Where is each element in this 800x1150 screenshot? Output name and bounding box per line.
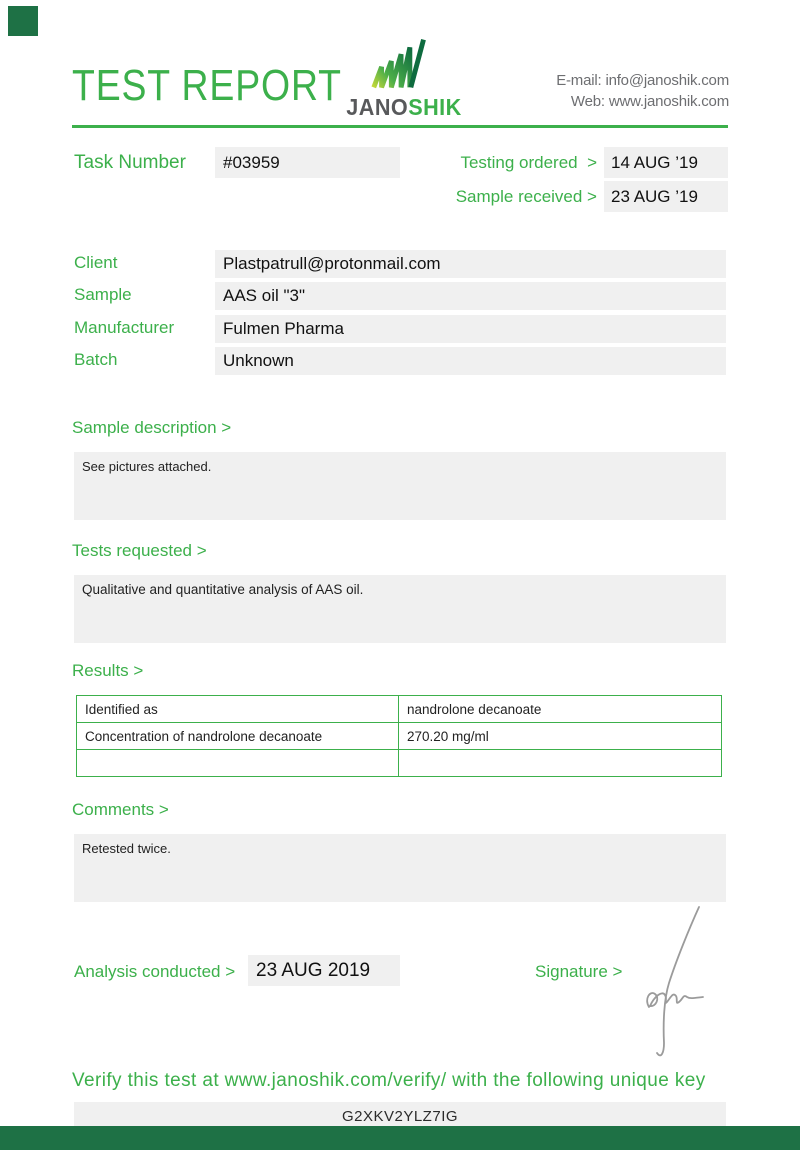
signature-scribble bbox=[633, 903, 723, 1063]
results-table bbox=[76, 695, 722, 777]
contact-web: Web: www.janoshik.com bbox=[570, 93, 729, 110]
tests-requested-body: Qualitative and quantitative analysis of AAS oil. bbox=[74, 575, 726, 643]
comments-body: Retested twice. bbox=[74, 834, 726, 902]
sample-description-body: See pictures attached. bbox=[74, 452, 726, 520]
table-row bbox=[77, 696, 722, 723]
results-cell: Identified as bbox=[77, 696, 399, 723]
batch-value: Unknown bbox=[215, 347, 726, 375]
task-number-value: #03959 bbox=[215, 147, 400, 178]
tests-requested-heading: Tests requested > bbox=[72, 541, 207, 560]
verify-text: Verify this test at www.janoshik.com/verify/ with the following unique key bbox=[72, 1070, 706, 1091]
header-divider bbox=[72, 125, 728, 128]
client-label: Client bbox=[74, 253, 118, 272]
logo bbox=[336, 36, 472, 121]
testing-ordered-value: 14 AUG ’19 bbox=[604, 147, 728, 178]
batch-label: Batch bbox=[74, 350, 118, 369]
logo-wordmark bbox=[340, 94, 468, 121]
testing-ordered-row bbox=[440, 147, 728, 178]
client-value: Plastpatrull@protonmail.com bbox=[215, 250, 726, 278]
results-cell: 270.20 mg/ml bbox=[399, 723, 722, 750]
analysis-conducted-value: 23 AUG 2019 bbox=[248, 955, 400, 986]
results-cell bbox=[77, 750, 399, 777]
table-row bbox=[77, 723, 722, 750]
sample-received-label: Sample received > bbox=[455, 186, 597, 206]
info-row-batch bbox=[74, 347, 726, 375]
sample-value: AAS oil "3" bbox=[215, 282, 726, 310]
corner-accent-square bbox=[8, 6, 38, 36]
contact-email: E-mail: info@janoshik.com bbox=[556, 72, 729, 89]
logo-wordmark-right: SHIK bbox=[408, 94, 462, 120]
results-cell bbox=[399, 750, 722, 777]
sample-received-row bbox=[440, 181, 728, 212]
comments-heading: Comments > bbox=[72, 800, 169, 819]
info-row-sample bbox=[74, 282, 726, 310]
table-row bbox=[77, 750, 722, 777]
info-row-client bbox=[74, 250, 726, 278]
footer-bar bbox=[0, 1126, 800, 1150]
testing-ordered-label: Testing ordered > bbox=[460, 152, 597, 172]
results-cell: Concentration of nandrolone decanoate bbox=[77, 723, 399, 750]
contact-info bbox=[556, 70, 729, 112]
signature-label: Signature > bbox=[535, 962, 623, 981]
task-number-label: Task Number bbox=[74, 152, 186, 173]
sample-received-value: 23 AUG ’19 bbox=[604, 181, 728, 212]
manufacturer-label: Manufacturer bbox=[74, 318, 175, 337]
manufacturer-value: Fulmen Pharma bbox=[215, 315, 726, 343]
unique-key: G2XKV2YLZ7IG bbox=[74, 1102, 726, 1132]
logo-chart-icon bbox=[365, 36, 443, 92]
logo-wordmark-left: JANO bbox=[346, 94, 409, 120]
sample-label: Sample bbox=[74, 285, 132, 304]
page-title: TEST REPORT bbox=[72, 61, 342, 110]
info-row-manufacturer bbox=[74, 315, 726, 343]
sample-description-heading: Sample description > bbox=[72, 418, 232, 437]
analysis-conducted-label: Analysis conducted > bbox=[74, 962, 236, 981]
results-heading: Results > bbox=[72, 661, 144, 680]
results-cell: nandrolone decanoate bbox=[399, 696, 722, 723]
